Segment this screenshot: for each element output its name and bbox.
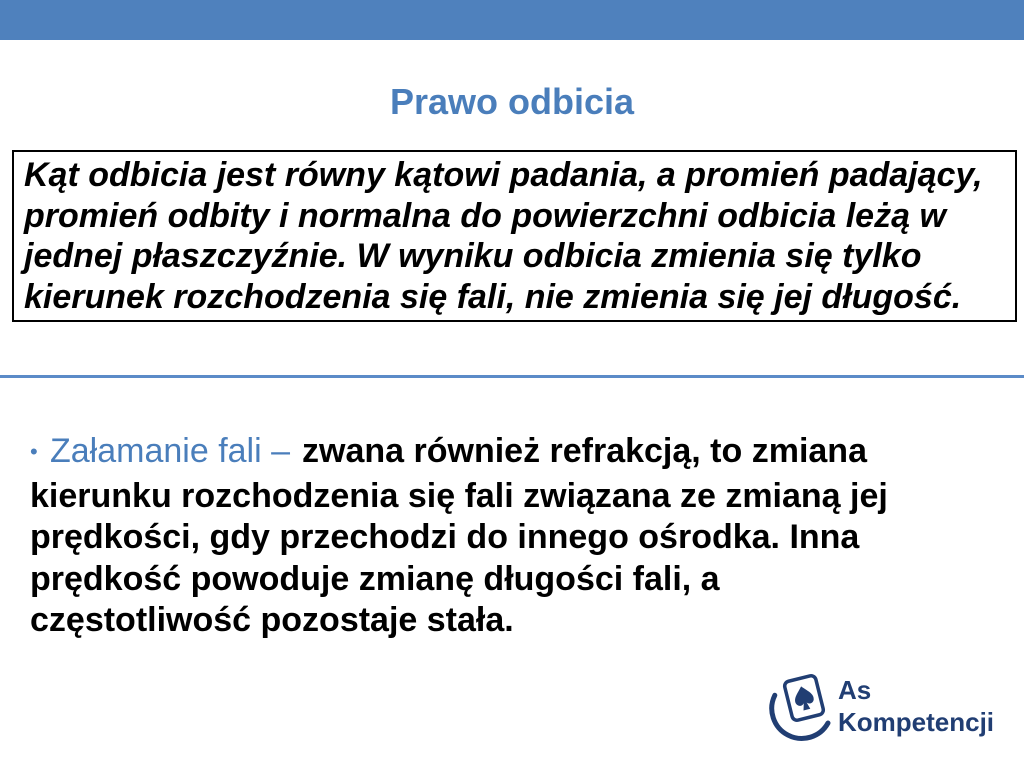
bullet-text: zwana również refrakcją, to zmiana bbox=[302, 432, 867, 470]
logo-text-kompetencji: Kompetencji bbox=[838, 707, 995, 737]
bullet-line: kierunku rozchodzenia się fali związana ze zmianą jej bbox=[30, 476, 888, 515]
as-kompetencji-logo bbox=[766, 670, 998, 744]
definition-line: kierunek rozchodzenia się fali, nie zmienia się jej długość. bbox=[24, 277, 962, 316]
bullet-line bbox=[30, 431, 1010, 476]
bullet-line: częstotliwość pozostaje stała. bbox=[30, 601, 514, 639]
slide-title: Prawo odbicia bbox=[389, 81, 635, 122]
bullet-term: Załamanie fali – bbox=[50, 432, 291, 470]
section-divider bbox=[0, 375, 1024, 378]
bullet-paragraph bbox=[30, 431, 1010, 642]
definition-line: jednej płaszczyźnie. W wyniku odbicia zmienia się tylko bbox=[24, 237, 922, 275]
logo-wordmark bbox=[838, 674, 994, 738]
logo-text-as: As bbox=[838, 675, 872, 705]
top-accent-bar bbox=[0, 0, 1024, 40]
bullet-line: prędkości, gdy przechodzi do innego ośrodka. Inna bbox=[30, 518, 860, 556]
bullet-line: prędkość powoduje zmianę długości fali, a bbox=[30, 559, 720, 598]
spade-card-icon bbox=[766, 670, 834, 742]
definition-box bbox=[12, 150, 1017, 322]
definition-line: promień odbity i normalna do powierzchni odbicia leżą w bbox=[24, 196, 946, 235]
bullet-marker: • bbox=[30, 439, 38, 464]
definition-line: Kąt odbicia jest równy kątowi padania, a promień padający, bbox=[24, 156, 983, 194]
